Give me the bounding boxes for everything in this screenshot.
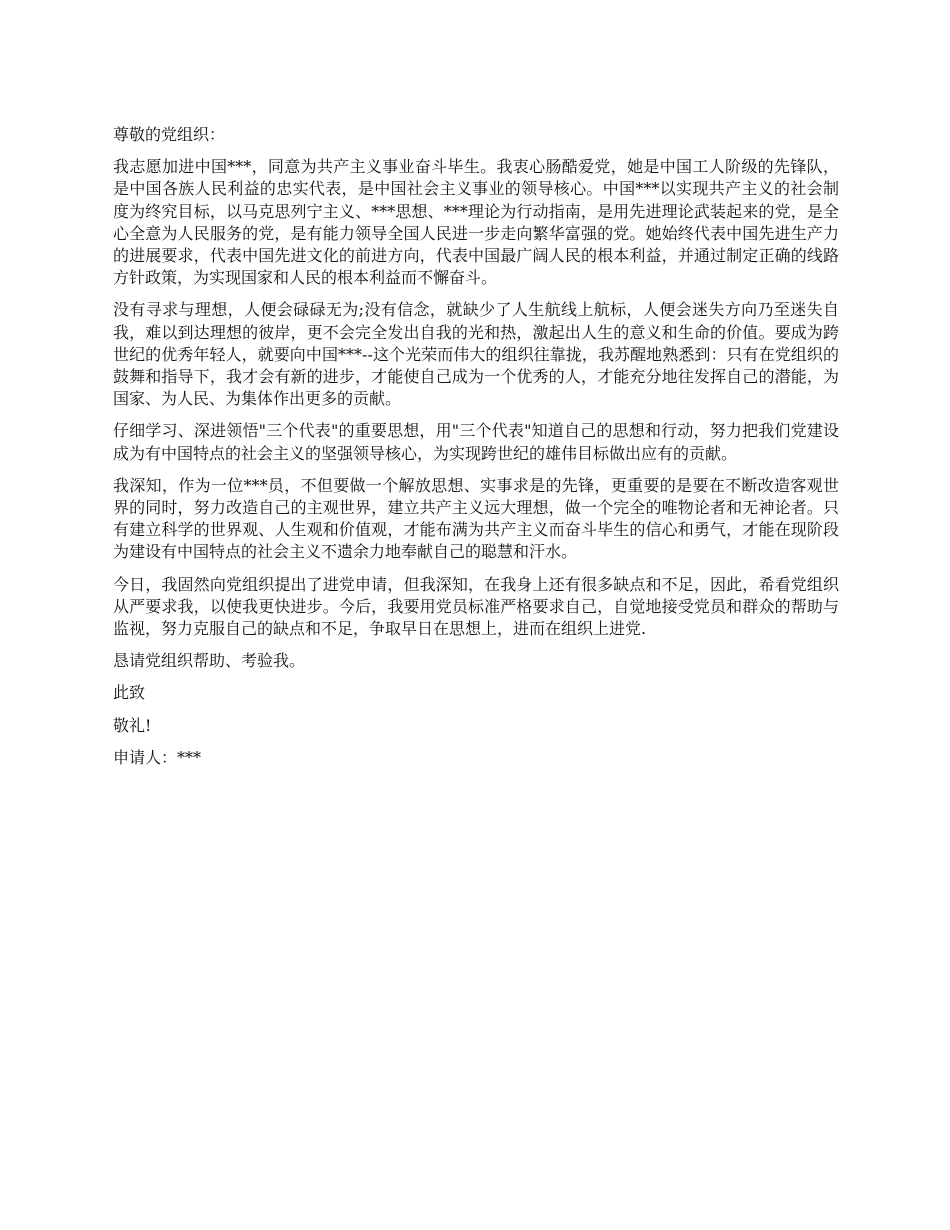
- paragraph-1: 我志愿加进中国***，同意为共产主义事业奋斗毕生。我衷心肠酷爱党，她是中国工人阶级的先锋队，是中国各族人民利益的忠实代表，是中国社会主义事业的领导核心。中国***以实现共产主义的社会制度为终究目标，以马克思列宁主义、***思想、***理论为行动指南，是用先进理论武装起来的党，是全心全意为人民服务的党，是有能力领导全国人民进一步走向繁华富强的党。她始终代表中国先进生产力的进展要求，代表中国先进文化的前进方向，代表中国最广阔人民的根本利益，并通过制定正确的线路方针政策，为实现国家和人民的根本利益而不懈奋斗。: [113, 157, 839, 288]
- application-letter: [113, 124, 839, 779]
- closing-line: 此致: [113, 683, 146, 703]
- regards-line: 敬礼!: [113, 715, 152, 735]
- salutation: 尊敬的党组织：: [113, 125, 226, 144]
- paragraph-3: 仔细学习、深进领悟"三个代表"的重要思想，用"三个代表"知道自己的思想和行动，努力把我们党建设成为有中国特点的社会主义的坚强领导核心，为实现跨世纪的雄伟目标做出应有的贡献。: [113, 421, 839, 463]
- signature-line: 申请人：***: [113, 747, 202, 767]
- paragraph-2: 没有寻求与理想，人便会碌碌无为;没有信念，就缺少了人生航线上航标，人便会迷失方向乃至迷失自我，难以到达理想的彼岸，更不会完全发出自我的光和热，激起出人生的意义和生命的价值。要成为跨世纪的优秀年轻人，就要向中国***--这个光荣而伟大的组织往靠拢，我苏醒地熟悉到：只有在党组织的鼓舞和指导下，我才会有新的进步，才能使自己成为一个优秀的人，才能充分地往发挥自己的潜能，为国家、为人民、为集体作出更多的贡献。: [113, 300, 839, 409]
- paragraph-4: 我深知，作为一位***员，不但要做一个解放思想、实事求是的先锋，更重要的是要在不断改造客观世界的同时，努力改造自己的主观世界，建立共产主义远大理想，做一个完全的唯物论者和无神论者。只有建立科学的世界观、人生观和价值观，才能布满为共产主义而奋斗毕生的信心和勇气，才能在现阶段为建设有中国特点的社会主义不遗余力地奉献自己的聪慧和汗水。: [113, 475, 839, 562]
- request-line: 恳请党组织帮助、考验我。: [113, 651, 306, 671]
- paragraph-5: 今日，我固然向党组织提出了进党申请，但我深知，在我身上还有很多缺点和不足，因此，希看党组织从严要求我，以使我更快进步。今后，我要用党员标准严格要求自己，自觉地接受党员和群众的帮助与监视，努力克服自己的缺点和不足，争取早日在思想上，进而在组织上进党.: [113, 574, 839, 639]
